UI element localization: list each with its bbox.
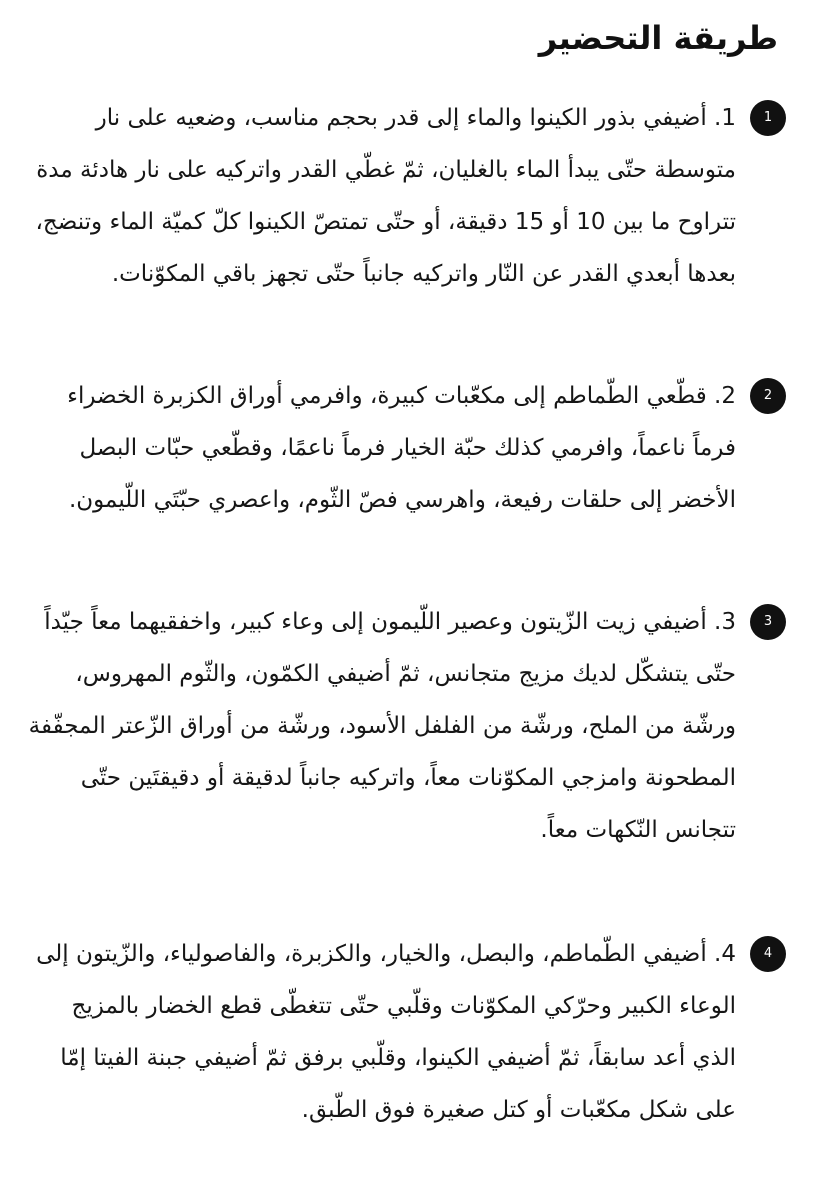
step-number-badge: 1 bbox=[750, 100, 786, 136]
step-item-2 bbox=[26, 370, 786, 526]
step-text: 2. قطّعي الطّماطم إلى مكعّبات كبيرة، وافرمي أوراق الكزبرة الخضراء فرماً ناعماً، وافرمي كذلك حبّة الخيار فرماً ناعمًا، وقطّعي حبّات البصل الأخضر إلى حلقات رفيعة، واهرسي فصّ الثّوم، واعصري حبّتَي اللّيمون. bbox=[67, 383, 736, 513]
step-number-badge: 3 bbox=[750, 604, 786, 640]
page-title: طريقة التحضير bbox=[538, 19, 778, 57]
step-text: 1. أضيفي بذور الكينوا والماء إلى قدر بحجم مناسب، وضعيه على نار متوسطة حتّى يبدأ الماء بالغليان، ثمّ غطّي القدر واتركيه على نار هادئة مدة تتراوح ما بين 10 أو 15 دقيقة، أو حتّى تمتصّ الكينوا كلّ كميّة الماء وتنضج، بعدها أبعدي القدر عن النّار واتركيه جانباً حتّى تجهز باقي المكوّنات. bbox=[35, 105, 736, 287]
step-item-4 bbox=[26, 928, 786, 1136]
step-text: 4. أضيفي الطّماطم، والبصل، والخيار، والكزبرة، والفاصولياء، والزّيتون إلى الوعاء الكبير وحرّكي المكوّنات وقلّبي حتّى تتغطّى قطع الخضار بالمزيج الذي أعد سابقاً، ثمّ أضيفي الكينوا، وقلّبي برفق ثمّ أضيفي جبنة الفيتا إمّا على شكل مكعّبات أو كتل صغيرة فوق الطّبق. bbox=[36, 941, 736, 1123]
step-number-badge: 4 bbox=[750, 936, 786, 972]
step-text: 3. أضيفي زيت الزّيتون وعصير اللّيمون إلى وعاء كبير، واخفقيهما معاً جيّداً حتّى يتشكّل لديك مزيج متجانس، ثمّ أضيفي الكمّون، والثّوم المهروس، ورشّة من الملح، ورشّة من الفلفل الأسود، ورشّة من أوراق الزّعتر المجفّفة المطحونة وامزجي المكوّنات معاً، واتركيه جانباً لدقيقة أو دقيقتَين حتّى تتجانس النّكهات معاً. bbox=[28, 609, 736, 843]
step-number-badge: 2 bbox=[750, 378, 786, 414]
step-item-1 bbox=[26, 92, 786, 300]
step-item-3 bbox=[26, 596, 786, 856]
